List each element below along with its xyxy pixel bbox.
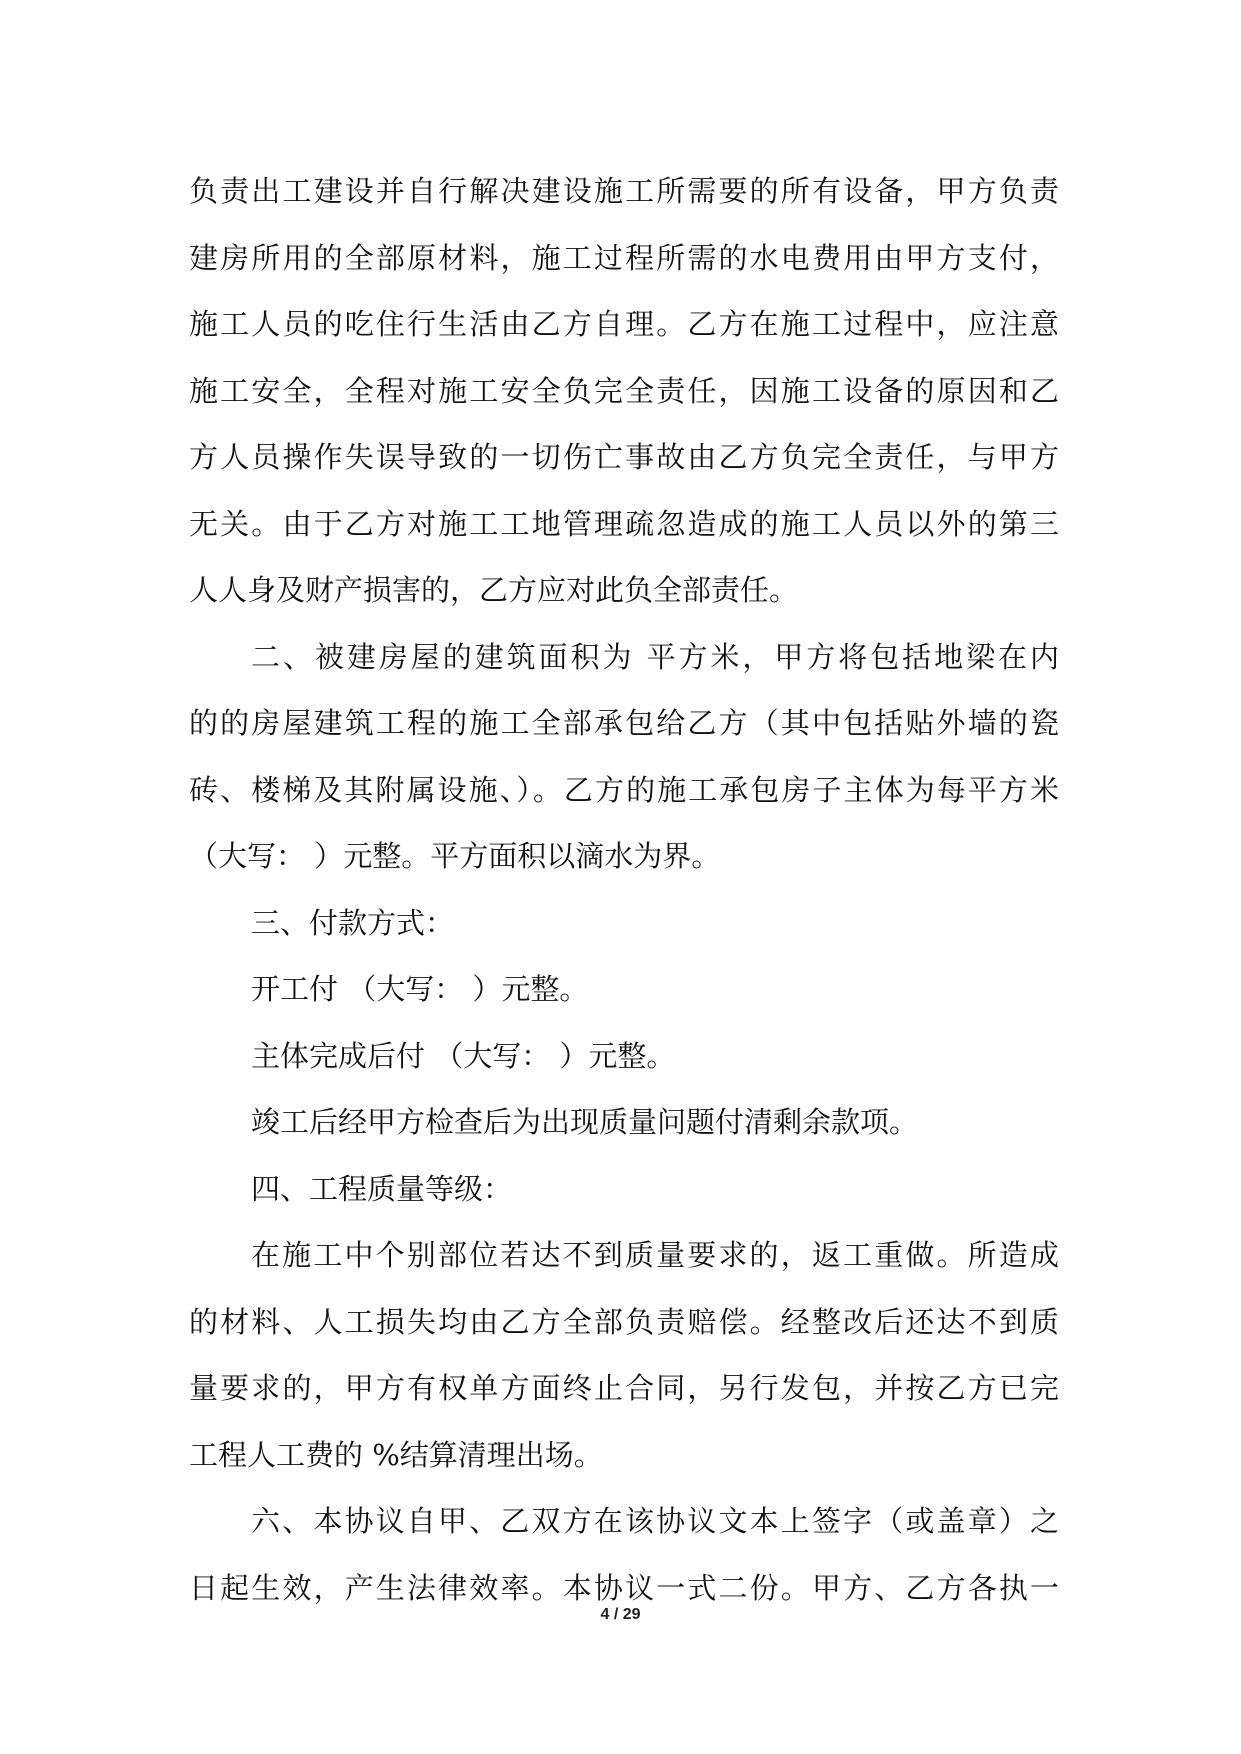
- section-heading-line: 六、本协议自甲、乙双方在该协议文本上签字（或盖章）之: [251, 1504, 1059, 1538]
- payment-line: 主体完成后付 （大写： ）元整。: [251, 1038, 676, 1073]
- text-line: 的材料、人工损失均由乙方全部负责赔偿。经整改后还达不到质: [189, 1304, 1059, 1339]
- text-line: （大写： ）元整。平方面积以滴水为界。: [189, 839, 721, 873]
- text-line: 施工人员的吃住行生活由乙方自理。乙方在施工过程中，应注意: [189, 307, 1059, 341]
- text-line: 无关。由于乙方对施工工地管理疏忽造成的施工人员以外的第三: [189, 506, 1059, 541]
- text-line: 负责出工建设并自行解决建设施工所需要的所有设备，甲方负责: [189, 174, 1059, 208]
- section-heading-line: 二、被建房屋的建筑面积为 平方米，甲方将包括地梁在内: [251, 639, 1059, 674]
- text-line: 在施工中个别部位若达不到质量要求的，返工重做。所造成: [251, 1238, 1059, 1272]
- page-number: 4 / 29: [600, 1606, 641, 1623]
- section-heading-line: 三、付款方式：: [251, 905, 455, 940]
- text-line: 的的房屋建筑工程的施工全部承包给乙方（其中包括贴外墙的瓷: [189, 706, 1059, 740]
- payment-line: 开工付 （大写： ）元整。: [251, 972, 589, 1006]
- text-line: 砖、楼梯及其附属设施、）。乙方的施工承包房子主体为每平方米: [189, 772, 1059, 807]
- text-line: 建房所用的全部原材料，施工过程所需的水电费用由甲方支付，: [189, 240, 1059, 275]
- text-line: 人人身及财产损害的，乙方应对此负全部责任。: [189, 573, 799, 607]
- text-line: 方人员操作失误导致的一切伤亡事故由乙方负完全责任，与甲方: [189, 440, 1059, 474]
- text-line: 量要求的，甲方有权单方面终止合同，另行发包，并按乙方已完: [189, 1371, 1059, 1405]
- text-line: 工程人工费的 %结算清理出场。: [189, 1437, 603, 1472]
- text-line: 日起生效，产生法律效率。本协议一式二份。甲方、乙方各执一: [189, 1570, 1059, 1605]
- payment-line: 竣工后经甲方检查后为出现质量问题付清剩余款项。: [251, 1105, 919, 1139]
- text-line: 施工安全，全程对施工安全负完全责任，因施工设备的原因和乙: [189, 373, 1059, 408]
- section-heading-line: 四、工程质量等级：: [251, 1171, 513, 1206]
- document-body: [189, 158, 1059, 1621]
